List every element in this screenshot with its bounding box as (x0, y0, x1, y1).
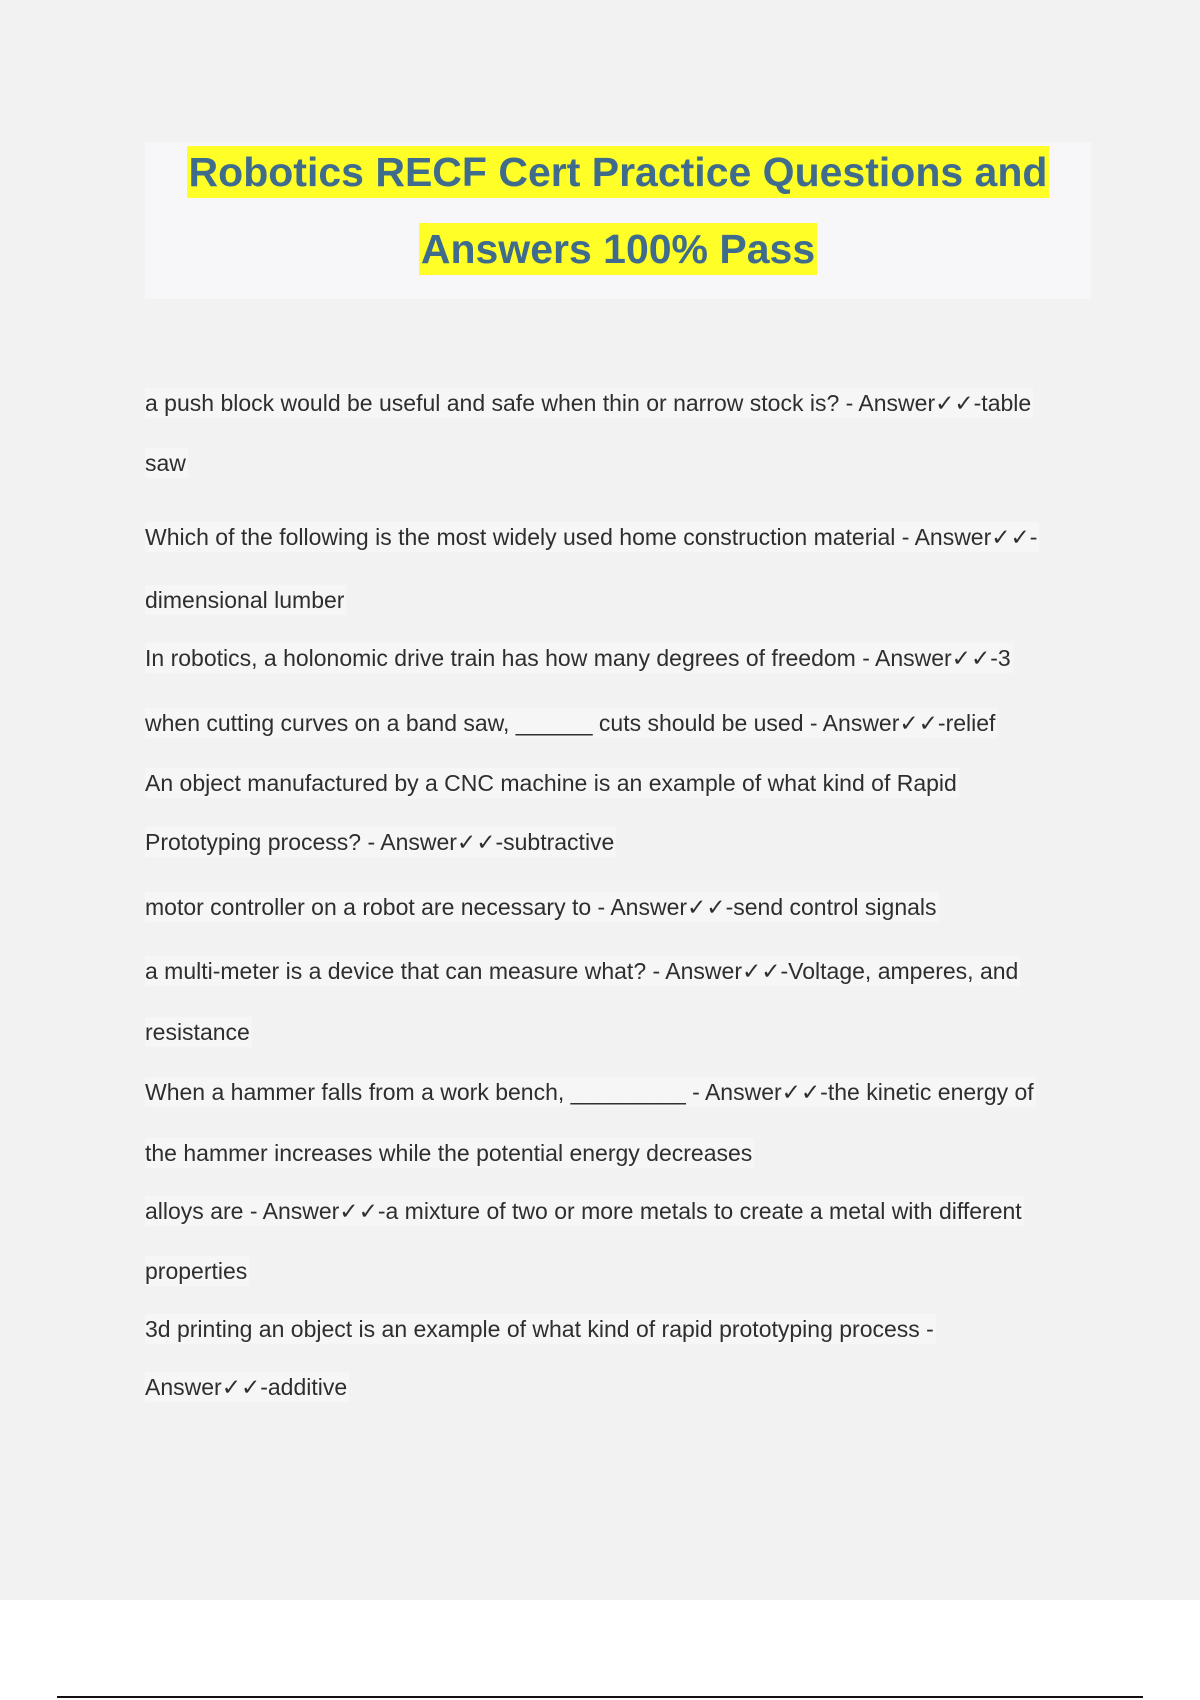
qa-item-8-line-2: the hammer increases while the potential energy decreases (145, 1140, 753, 1166)
qa-item-2-line-2: dimensional lumber (145, 587, 345, 613)
qa-item-8-line-1: When a hammer falls from a work bench, _________ - Answer✓✓-the kinetic energy of (145, 1079, 1034, 1105)
qa-item-4-line-1: when cutting curves on a band saw, ______ cuts should be used - Answer✓✓-relief (145, 710, 996, 736)
qa-item-10-line-2: Answer✓✓-additive (145, 1374, 348, 1400)
document-title-line-2: Answers 100% Pass (419, 223, 817, 275)
qa-item-6-line-1: motor controller on a robot are necessary to - Answer✓✓-send control signals (145, 894, 937, 920)
title-block (145, 142, 1091, 299)
qa-item-7-line-2: resistance (145, 1019, 250, 1045)
qa-item-5-line-2: Prototyping process? - Answer✓✓-subtractive (145, 829, 615, 855)
qa-item-1-line-2: saw (145, 450, 186, 476)
qa-item-5-line-1: An object manufactured by a CNC machine is an example of what kind of Rapid (145, 770, 957, 796)
footer-rule (57, 1696, 1143, 1698)
qa-item-2-line-1: Which of the following is the most widely used home construction material - Answer✓✓- (145, 524, 1038, 550)
qa-item-3-line-1: In robotics, a holonomic drive train has how many degrees of freedom - Answer✓✓-3 (145, 645, 1011, 671)
qa-item-1-line-1: a push block would be useful and safe when thin or narrow stock is? - Answer✓✓-table (145, 390, 1032, 416)
qa-item-7-line-1: a multi-meter is a device that can measure what? - Answer✓✓-Voltage, amperes, and (145, 958, 1019, 984)
document-title-line-1: Robotics RECF Cert Practice Questions and (187, 146, 1050, 198)
qa-item-10-line-1: 3d printing an object is an example of what kind of rapid prototyping process - (145, 1316, 934, 1342)
page-gap (0, 1600, 1200, 1700)
qa-item-9-line-2: properties (145, 1258, 248, 1284)
qa-item-9-line-1: alloys are - Answer✓✓-a mixture of two or more metals to create a metal with different (145, 1198, 1022, 1224)
